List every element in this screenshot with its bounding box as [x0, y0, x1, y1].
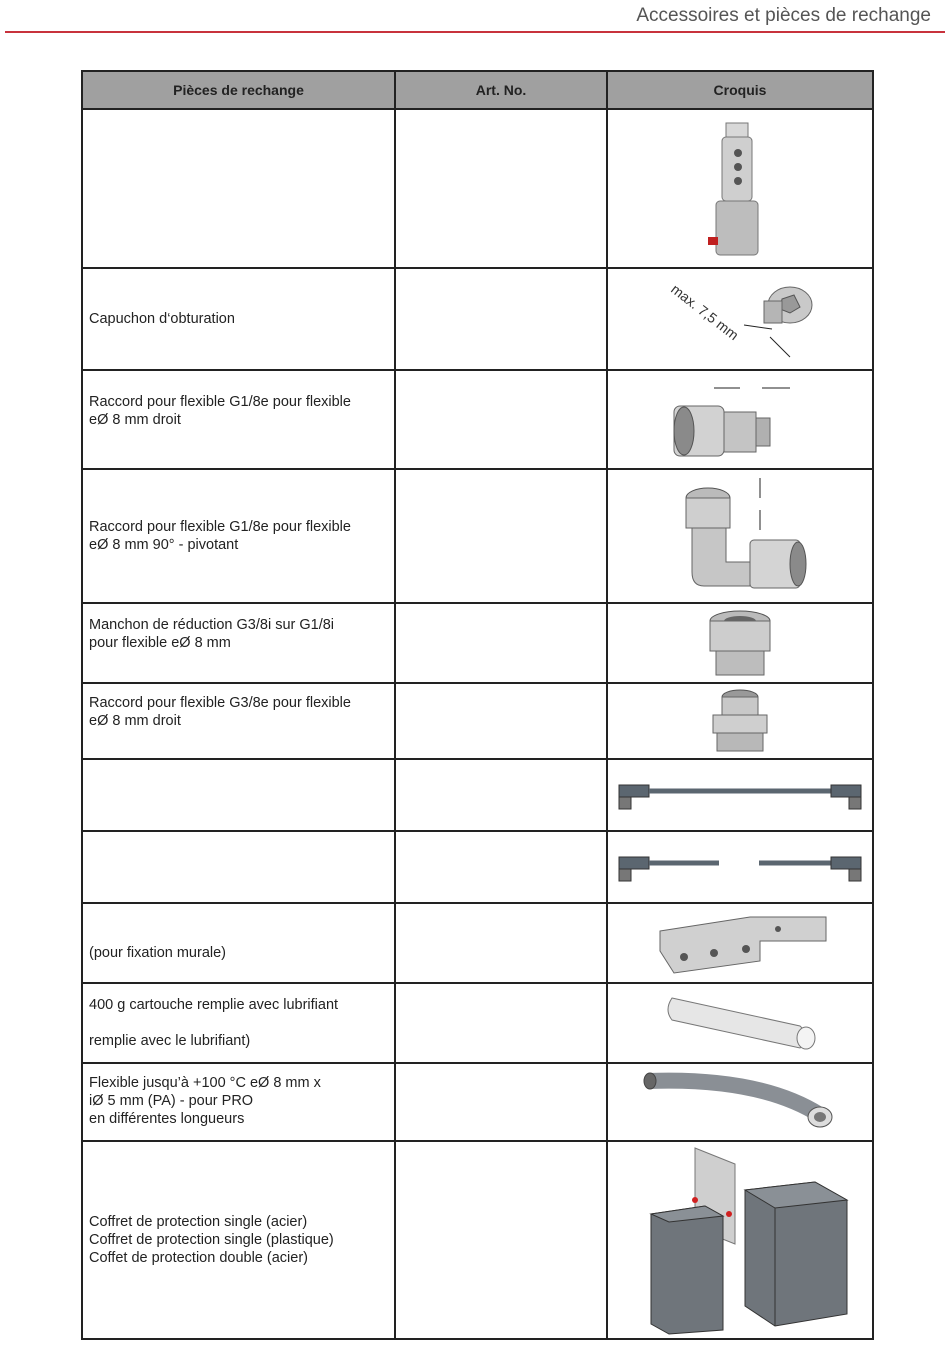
art-no-cell — [395, 1141, 607, 1339]
table-row — [82, 370, 873, 469]
part-description: Raccord pour flexible G1/8e pour flexible eØ 8 mm 90° - pivotant — [82, 469, 395, 603]
hose-fitting-image — [705, 687, 775, 755]
part-description — [82, 759, 395, 831]
art-no-cell — [395, 109, 607, 268]
sketch-cell — [607, 759, 873, 831]
elbow-fitting-image — [670, 474, 810, 598]
table-row — [82, 603, 873, 683]
table-row — [82, 831, 873, 903]
table-row — [82, 469, 873, 603]
page-header-title: Accessoires et pièces de rechange — [636, 5, 931, 26]
sketch-cell — [607, 268, 873, 370]
art-no-cell — [395, 903, 607, 983]
art-no-cell — [395, 683, 607, 759]
table-header-row — [82, 71, 873, 109]
sketch-cell — [607, 831, 873, 903]
sketch-cell — [607, 603, 873, 683]
column-header-sketch: Croquis — [607, 71, 873, 109]
art-no-cell — [395, 268, 607, 370]
art-no-cell — [395, 370, 607, 469]
part-description: Flexible jusqu’à +100 °C eØ 8 mm x iØ 5 mm (PA) - pour PRO en différentes longueurs — [82, 1063, 395, 1141]
column-header-art-no: Art. No. — [395, 71, 607, 109]
part-description: Capuchon d‘obturation — [82, 268, 395, 370]
table-row — [82, 983, 873, 1063]
table-row — [82, 1141, 873, 1339]
part-description: Manchon de réduction G3/8i sur G1/8i pour flexible eØ 8 mm — [82, 603, 395, 683]
protection-box-image — [625, 1144, 855, 1336]
part-description — [82, 109, 395, 268]
header-rule — [5, 31, 945, 33]
table-row — [82, 903, 873, 983]
table-row — [82, 759, 873, 831]
sketch-cell — [607, 1141, 873, 1339]
table-row — [82, 683, 873, 759]
sketch-cell — [607, 903, 873, 983]
spare-parts-table — [81, 70, 874, 1340]
cable-split-image — [615, 847, 865, 887]
cartridge-image — [660, 990, 820, 1056]
hose-image — [640, 1067, 840, 1137]
art-no-cell — [395, 1063, 607, 1141]
art-no-cell — [395, 983, 607, 1063]
cap-dimension-label: max. 7,5 mm — [668, 280, 742, 344]
table-row — [82, 1063, 873, 1141]
reducing-sleeve-image — [700, 607, 780, 679]
pump-unit-image — [700, 119, 780, 259]
part-description: Raccord pour flexible G1/8e pour flexible eØ 8 mm droit — [82, 370, 395, 469]
sketch-cell — [607, 1063, 873, 1141]
part-description — [82, 831, 395, 903]
sketch-cell — [607, 983, 873, 1063]
sketch-cell — [607, 683, 873, 759]
cable-full-image — [615, 775, 865, 815]
straight-fitting-image — [670, 378, 810, 462]
table-row — [82, 109, 873, 268]
sketch-cell — [607, 370, 873, 469]
part-description: Raccord pour flexible G3/8e pour flexible eØ 8 mm droit — [82, 683, 395, 759]
part-description: (pour fixation murale) — [82, 903, 395, 983]
column-header-parts: Pièces de rechange — [82, 71, 395, 109]
sketch-cell — [607, 109, 873, 268]
art-no-cell — [395, 831, 607, 903]
art-no-cell — [395, 759, 607, 831]
table-row — [82, 268, 873, 370]
sketch-cell — [607, 469, 873, 603]
part-description: Coffret de protection single (acier) Coffret de protection single (plastique) Coffet de protection double (acier) — [82, 1141, 395, 1339]
art-no-cell — [395, 469, 607, 603]
art-no-cell — [395, 603, 607, 683]
closure-cap-image — [660, 277, 820, 361]
part-description: 400 g cartouche remplie avec lubrifiant remplie avec le lubrifiant) — [82, 983, 395, 1063]
wall-bracket-image — [650, 911, 830, 975]
